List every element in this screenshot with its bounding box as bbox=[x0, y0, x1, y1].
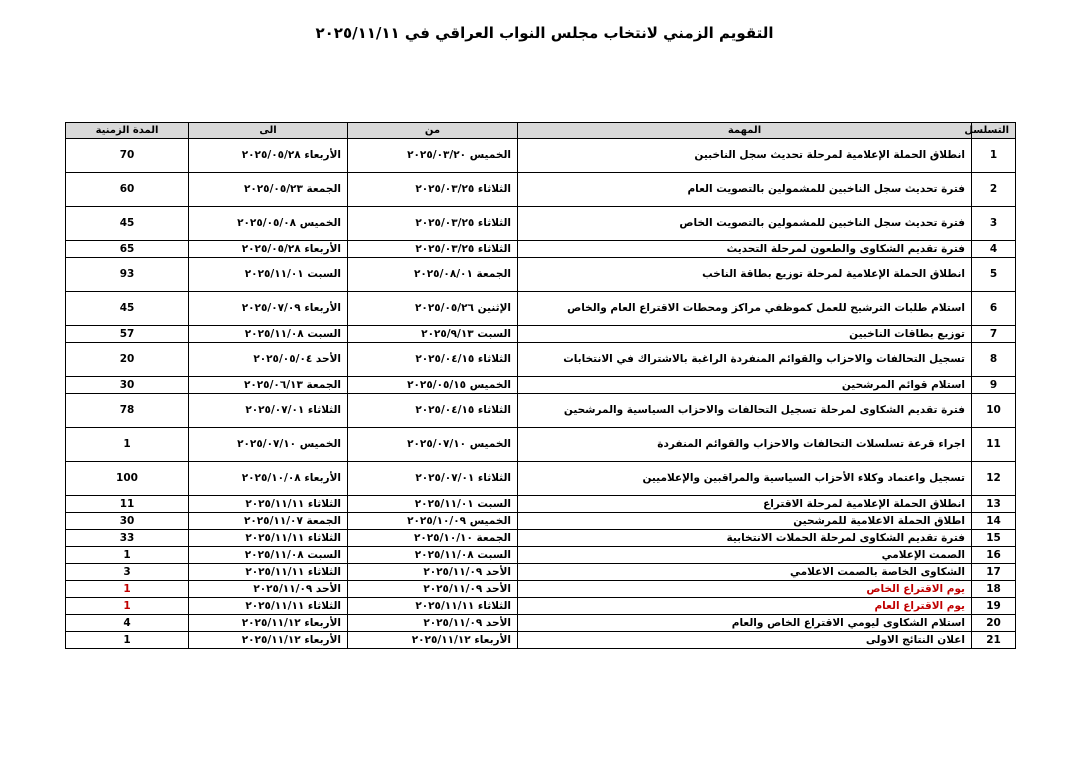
row-from-cell: السبت ٢٠٢٥/٩/١٣ bbox=[348, 326, 518, 343]
row-to-cell: الأربعاء ٢٠٢٥/١١/١٢ bbox=[189, 615, 348, 632]
row-seq-cell: 19 bbox=[972, 598, 1016, 615]
table-row bbox=[66, 241, 1016, 258]
row-from-cell: الأحد ٢٠٢٥/١١/٠٩ bbox=[348, 615, 518, 632]
table-row bbox=[66, 564, 1016, 581]
row-task-cell: استلام طلبات الترشيح للعمل كموظفي مراكز ومحطات الاقتراع العام والخاص bbox=[518, 292, 972, 326]
row-seq-cell: 6 bbox=[972, 292, 1016, 326]
row-seq-cell: 12 bbox=[972, 462, 1016, 496]
header-from: من bbox=[348, 123, 518, 139]
row-seq-cell: 1 bbox=[972, 139, 1016, 173]
row-duration-cell: 45 bbox=[66, 207, 189, 241]
table-row bbox=[66, 547, 1016, 564]
table-row bbox=[66, 632, 1016, 649]
table-row bbox=[66, 139, 1016, 173]
row-from-cell: الخميس ٢٠٢٥/١٠/٠٩ bbox=[348, 513, 518, 530]
row-task-cell: الصمت الإعلامي bbox=[518, 547, 972, 564]
row-task-cell: تسجيل التحالفات والاحزاب والقوائم المنفردة الراغبة بالاشتراك في الانتخابات bbox=[518, 343, 972, 377]
row-task-cell: اعلان النتائج الاولى bbox=[518, 632, 972, 649]
row-duration-cell: 100 bbox=[66, 462, 189, 496]
row-to-cell: الأربعاء ٢٠٢٥/١٠/٠٨ bbox=[189, 462, 348, 496]
row-seq-cell: 11 bbox=[972, 428, 1016, 462]
row-duration-cell: 1 bbox=[66, 581, 189, 598]
row-task-cell: اطلاق الحملة الاعلامية للمرشحين bbox=[518, 513, 972, 530]
table-header-row bbox=[66, 123, 1016, 139]
row-from-cell: السبت ٢٠٢٥/١١/٠١ bbox=[348, 496, 518, 513]
row-seq-cell: 8 bbox=[972, 343, 1016, 377]
row-from-cell: الأربعاء ٢٠٢٥/١١/١٢ bbox=[348, 632, 518, 649]
table-row bbox=[66, 394, 1016, 428]
row-seq-cell: 7 bbox=[972, 326, 1016, 343]
row-duration-cell: 1 bbox=[66, 428, 189, 462]
row-from-cell: الثلاثاء ٢٠٢٥/٠٣/٢٥ bbox=[348, 173, 518, 207]
row-task-cell: تسجيل واعتماد وكلاء الأحزاب السياسية والمراقبين والإعلاميين bbox=[518, 462, 972, 496]
row-seq-cell: 18 bbox=[972, 581, 1016, 598]
row-seq-cell: 15 bbox=[972, 530, 1016, 547]
row-to-cell: الجمعة ٢٠٢٥/١١/٠٧ bbox=[189, 513, 348, 530]
row-to-cell: الثلاثاء ٢٠٢٥/١١/١١ bbox=[189, 598, 348, 615]
header-to: الى bbox=[189, 123, 348, 139]
row-duration-cell: 57 bbox=[66, 326, 189, 343]
row-to-cell: السبت ٢٠٢٥/١١/٠١ bbox=[189, 258, 348, 292]
row-task-cell: انطلاق الحملة الإعلامية لمرحلة توزيع بطاقة الناخب bbox=[518, 258, 972, 292]
row-seq-cell: 5 bbox=[972, 258, 1016, 292]
row-task-cell: استلام قوائم المرشحين bbox=[518, 377, 972, 394]
row-seq-cell: 4 bbox=[972, 241, 1016, 258]
table-row bbox=[66, 615, 1016, 632]
table-row bbox=[66, 428, 1016, 462]
row-from-cell: الخميس ٢٠٢٥/٠٥/١٥ bbox=[348, 377, 518, 394]
row-from-cell: الثلاثاء ٢٠٢٥/٠٣/٢٥ bbox=[348, 207, 518, 241]
row-to-cell: الأربعاء ٢٠٢٥/١١/١٢ bbox=[189, 632, 348, 649]
row-from-cell: الجمعة ٢٠٢٥/١٠/١٠ bbox=[348, 530, 518, 547]
row-task-cell: انطلاق الحملة الإعلامية لمرحلة تحديث سجل الناخبين bbox=[518, 139, 972, 173]
header-duration: المدة الزمنية bbox=[66, 123, 189, 139]
table-row bbox=[66, 496, 1016, 513]
row-to-cell: السبت ٢٠٢٥/١١/٠٨ bbox=[189, 326, 348, 343]
row-seq-cell: 2 bbox=[972, 173, 1016, 207]
row-duration-cell: 1 bbox=[66, 632, 189, 649]
row-from-cell: الخميس ٢٠٢٥/٠٧/١٠ bbox=[348, 428, 518, 462]
row-to-cell: الأربعاء ٢٠٢٥/٠٥/٢٨ bbox=[189, 139, 348, 173]
row-to-cell: السبت ٢٠٢٥/١١/٠٨ bbox=[189, 547, 348, 564]
row-seq-cell: 13 bbox=[972, 496, 1016, 513]
row-duration-cell: 20 bbox=[66, 343, 189, 377]
row-from-cell: الأحد ٢٠٢٥/١١/٠٩ bbox=[348, 581, 518, 598]
row-seq-cell: 14 bbox=[972, 513, 1016, 530]
table-row bbox=[66, 258, 1016, 292]
row-duration-cell: 30 bbox=[66, 377, 189, 394]
table-row bbox=[66, 343, 1016, 377]
row-task-cell: اجراء قرعة تسلسلات التحالفات والاحزاب والقوائم المنفردة bbox=[518, 428, 972, 462]
row-seq-cell: 3 bbox=[972, 207, 1016, 241]
row-task-cell: انطلاق الحملة الإعلامية لمرحلة الاقتراع bbox=[518, 496, 972, 513]
row-from-cell: الثلاثاء ٢٠٢٥/٠٧/٠١ bbox=[348, 462, 518, 496]
row-to-cell: الجمعة ٢٠٢٥/٠٥/٢٣ bbox=[189, 173, 348, 207]
row-from-cell: الثلاثاء ٢٠٢٥/١١/١١ bbox=[348, 598, 518, 615]
table-row bbox=[66, 207, 1016, 241]
row-to-cell: الثلاثاء ٢٠٢٥/١١/١١ bbox=[189, 564, 348, 581]
row-task-cell: فترة تقديم الشكاوى لمرحلة تسجيل التحالفات والاحزاب السياسية والمرشحين bbox=[518, 394, 972, 428]
row-task-cell: يوم الاقتراع الخاص bbox=[518, 581, 972, 598]
row-duration-cell: 65 bbox=[66, 241, 189, 258]
table-row bbox=[66, 377, 1016, 394]
page-title: التقويم الزمني لانتخاب مجلس النواب العراقي في ٢٠٢٥/١١/١١ bbox=[315, 24, 774, 42]
row-to-cell: الخميس ٢٠٢٥/٠٥/٠٨ bbox=[189, 207, 348, 241]
header-task: المهمة bbox=[518, 123, 972, 139]
row-from-cell: الثلاثاء ٢٠٢٥/٠٤/١٥ bbox=[348, 343, 518, 377]
row-duration-cell: 4 bbox=[66, 615, 189, 632]
row-from-cell: الجمعة ٢٠٢٥/٠٨/٠١ bbox=[348, 258, 518, 292]
schedule-table bbox=[65, 122, 1016, 649]
row-task-cell: استلام الشكاوى ليومي الاقتراع الخاص والعام bbox=[518, 615, 972, 632]
row-seq-cell: 20 bbox=[972, 615, 1016, 632]
row-task-cell: فترة تحديث سجل الناخبين للمشمولين بالتصويت الخاص bbox=[518, 207, 972, 241]
table-row bbox=[66, 462, 1016, 496]
row-from-cell: الإثنين ٢٠٢٥/٠٥/٢٦ bbox=[348, 292, 518, 326]
row-seq-cell: 21 bbox=[972, 632, 1016, 649]
table-row bbox=[66, 326, 1016, 343]
row-duration-cell: 60 bbox=[66, 173, 189, 207]
row-duration-cell: 30 bbox=[66, 513, 189, 530]
row-from-cell: الثلاثاء ٢٠٢٥/٠٤/١٥ bbox=[348, 394, 518, 428]
row-to-cell: الخميس ٢٠٢٥/٠٧/١٠ bbox=[189, 428, 348, 462]
row-task-cell: الشكاوى الخاصة بالصمت الاعلامي bbox=[518, 564, 972, 581]
row-from-cell: الثلاثاء ٢٠٢٥/٠٣/٢٥ bbox=[348, 241, 518, 258]
row-duration-cell: 33 bbox=[66, 530, 189, 547]
table-body bbox=[66, 139, 1016, 649]
row-to-cell: الثلاثاء ٢٠٢٥/١١/١١ bbox=[189, 530, 348, 547]
row-seq-cell: 10 bbox=[972, 394, 1016, 428]
row-to-cell: الثلاثاء ٢٠٢٥/١١/١١ bbox=[189, 496, 348, 513]
row-task-cell: يوم الاقتراع العام bbox=[518, 598, 972, 615]
row-to-cell: الأربعاء ٢٠٢٥/٠٥/٢٨ bbox=[189, 241, 348, 258]
row-duration-cell: 1 bbox=[66, 547, 189, 564]
row-seq-cell: 16 bbox=[972, 547, 1016, 564]
row-task-cell: فترة تقديم الشكاوى والطعون لمرحلة التحديث bbox=[518, 241, 972, 258]
row-from-cell: الأحد ٢٠٢٥/١١/٠٩ bbox=[348, 564, 518, 581]
row-to-cell: الأربعاء ٢٠٢٥/٠٧/٠٩ bbox=[189, 292, 348, 326]
table-row bbox=[66, 581, 1016, 598]
row-seq-cell: 17 bbox=[972, 564, 1016, 581]
row-task-cell: فترة تقديم الشكاوى لمرحلة الحملات الانتخابية bbox=[518, 530, 972, 547]
row-seq-cell: 9 bbox=[972, 377, 1016, 394]
row-duration-cell: 1 bbox=[66, 598, 189, 615]
row-from-cell: السبت ٢٠٢٥/١١/٠٨ bbox=[348, 547, 518, 564]
row-duration-cell: 93 bbox=[66, 258, 189, 292]
header-seq: التسلسل bbox=[972, 123, 1016, 139]
row-from-cell: الخميس ٢٠٢٥/٠٣/٢٠ bbox=[348, 139, 518, 173]
table-row bbox=[66, 513, 1016, 530]
row-duration-cell: 70 bbox=[66, 139, 189, 173]
table-row bbox=[66, 292, 1016, 326]
row-task-cell: فترة تحديث سجل الناخبين للمشمولين بالتصويت العام bbox=[518, 173, 972, 207]
row-duration-cell: 78 bbox=[66, 394, 189, 428]
table-row bbox=[66, 530, 1016, 547]
row-to-cell: الأحد ٢٠٢٥/١١/٠٩ bbox=[189, 581, 348, 598]
row-duration-cell: 45 bbox=[66, 292, 189, 326]
row-to-cell: الجمعة ٢٠٢٥/٠٦/١٣ bbox=[189, 377, 348, 394]
row-duration-cell: 11 bbox=[66, 496, 189, 513]
table-row bbox=[66, 173, 1016, 207]
row-to-cell: الثلاثاء ٢٠٢٥/٠٧/٠١ bbox=[189, 394, 348, 428]
row-to-cell: الأحد ٢٠٢٥/٠٥/٠٤ bbox=[189, 343, 348, 377]
row-task-cell: توزيع بطاقات الناخبين bbox=[518, 326, 972, 343]
table-row bbox=[66, 598, 1016, 615]
row-duration-cell: 3 bbox=[66, 564, 189, 581]
